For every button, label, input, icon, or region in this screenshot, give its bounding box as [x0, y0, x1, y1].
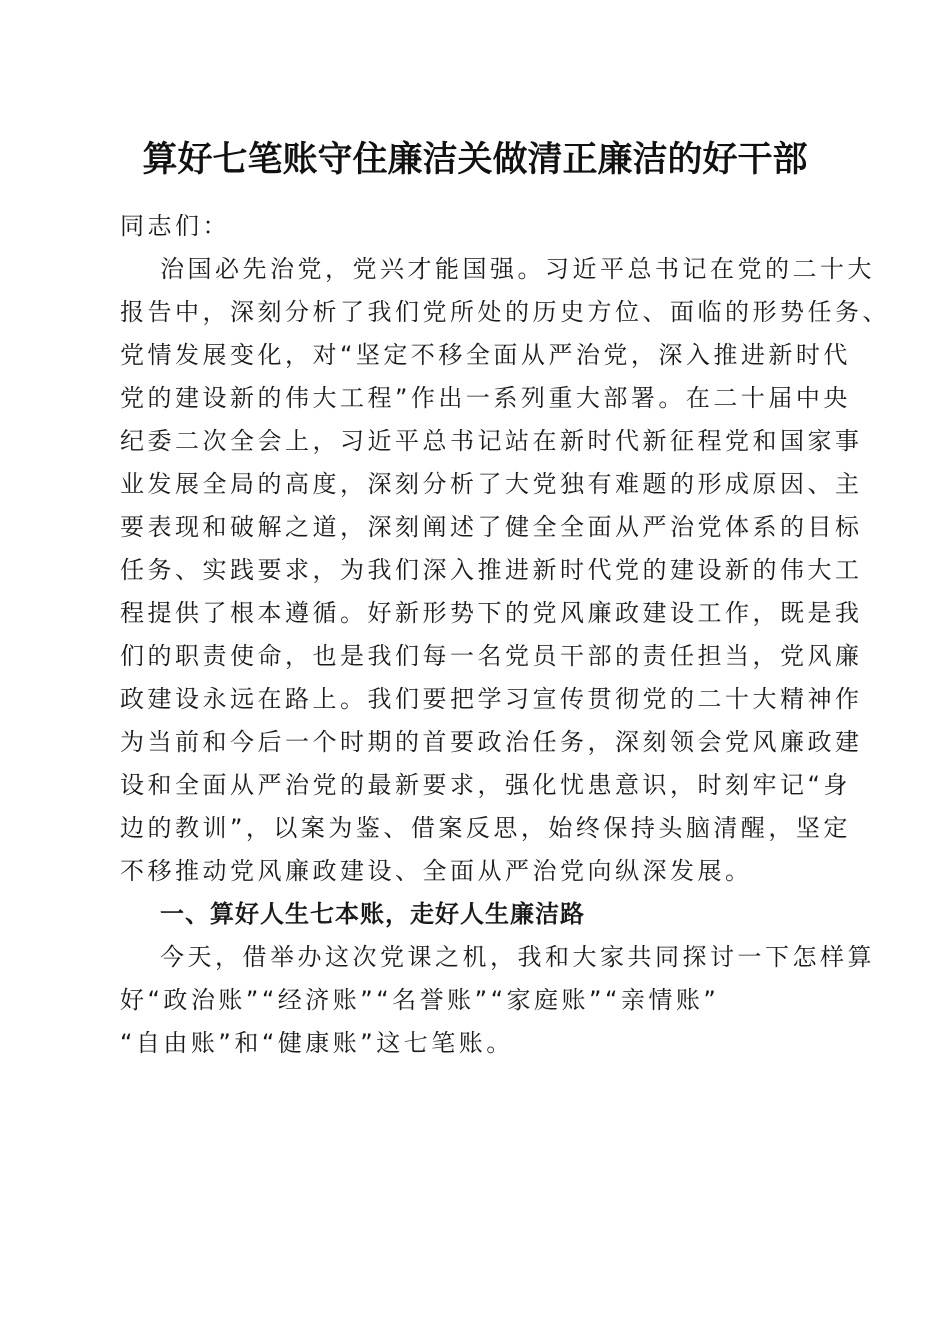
paragraph-line: 报告中，深刻分析了我们党所处的历史方位、面临的形势任务、	[120, 298, 890, 326]
paragraph-line: 治国必先治党，党兴才能国强。习近平总书记在党的二十大	[160, 255, 875, 283]
paragraph-2	[120, 936, 875, 1065]
paragraph-line: 设和全面从严治党的最新要求，强化忧患意识，时刻牢记“身	[120, 771, 851, 799]
paragraph-1	[120, 248, 890, 893]
paragraph-line: 边的教训”，以案为鉴、借案反思，始终保持头脑清醒，坚定	[120, 814, 851, 842]
document-body	[120, 205, 890, 1065]
paragraph-line: 政建设永远在路上。我们要把学习宣传贯彻党的二十大精神作	[120, 685, 863, 713]
paragraph-line: 任务、实践要求，为我们深入推进新时代党的建设新的伟大工	[120, 556, 863, 584]
paragraph-line: “自由账”和“健康账”这七笔账。	[120, 1029, 514, 1057]
paragraph-line: 不移推动党风廉政建设、全面从严治党向纵深发展。	[120, 857, 753, 885]
document-title: 算好七笔账守住廉洁关做清正廉洁的好干部	[142, 139, 808, 180]
salutation: 同志们：	[120, 212, 230, 240]
paragraph-line: 业发展全局的高度，深刻分析了大党独有难题的形成原因、主	[120, 470, 863, 498]
paragraph-line: 党情发展变化，对“坚定不移全面从严治党，深入推进新时代	[120, 341, 851, 369]
section-heading: 一、算好人生七本账，走好人生廉洁路	[160, 900, 585, 928]
paragraph-line: 今天，借举办这次党课之机，我和大家共同探讨一下怎样算	[160, 943, 875, 971]
paragraph-line: 们的职责使命，也是我们每一名党员干部的责任担当，党风廉	[120, 642, 863, 670]
paragraph-line: 好“政治账”“经济账”“名誉账”“家庭账”“亲情账”	[120, 986, 720, 1014]
paragraph-line: 程提供了根本遵循。好新形势下的党风廉政建设工作，既是我	[120, 599, 863, 627]
paragraph-line: 要表现和破解之道，深刻阐述了健全全面从严治党体系的目标	[120, 513, 863, 541]
paragraph-line: 党的建设新的伟大工程”作出一系列重大部署。在二十届中央	[120, 384, 851, 412]
paragraph-line: 为当前和今后一个时期的首要政治任务，深刻领会党风廉政建	[120, 728, 863, 756]
paragraph-line: 纪委二次全会上，习近平总书记站在新时代新征程党和国家事	[120, 427, 863, 455]
